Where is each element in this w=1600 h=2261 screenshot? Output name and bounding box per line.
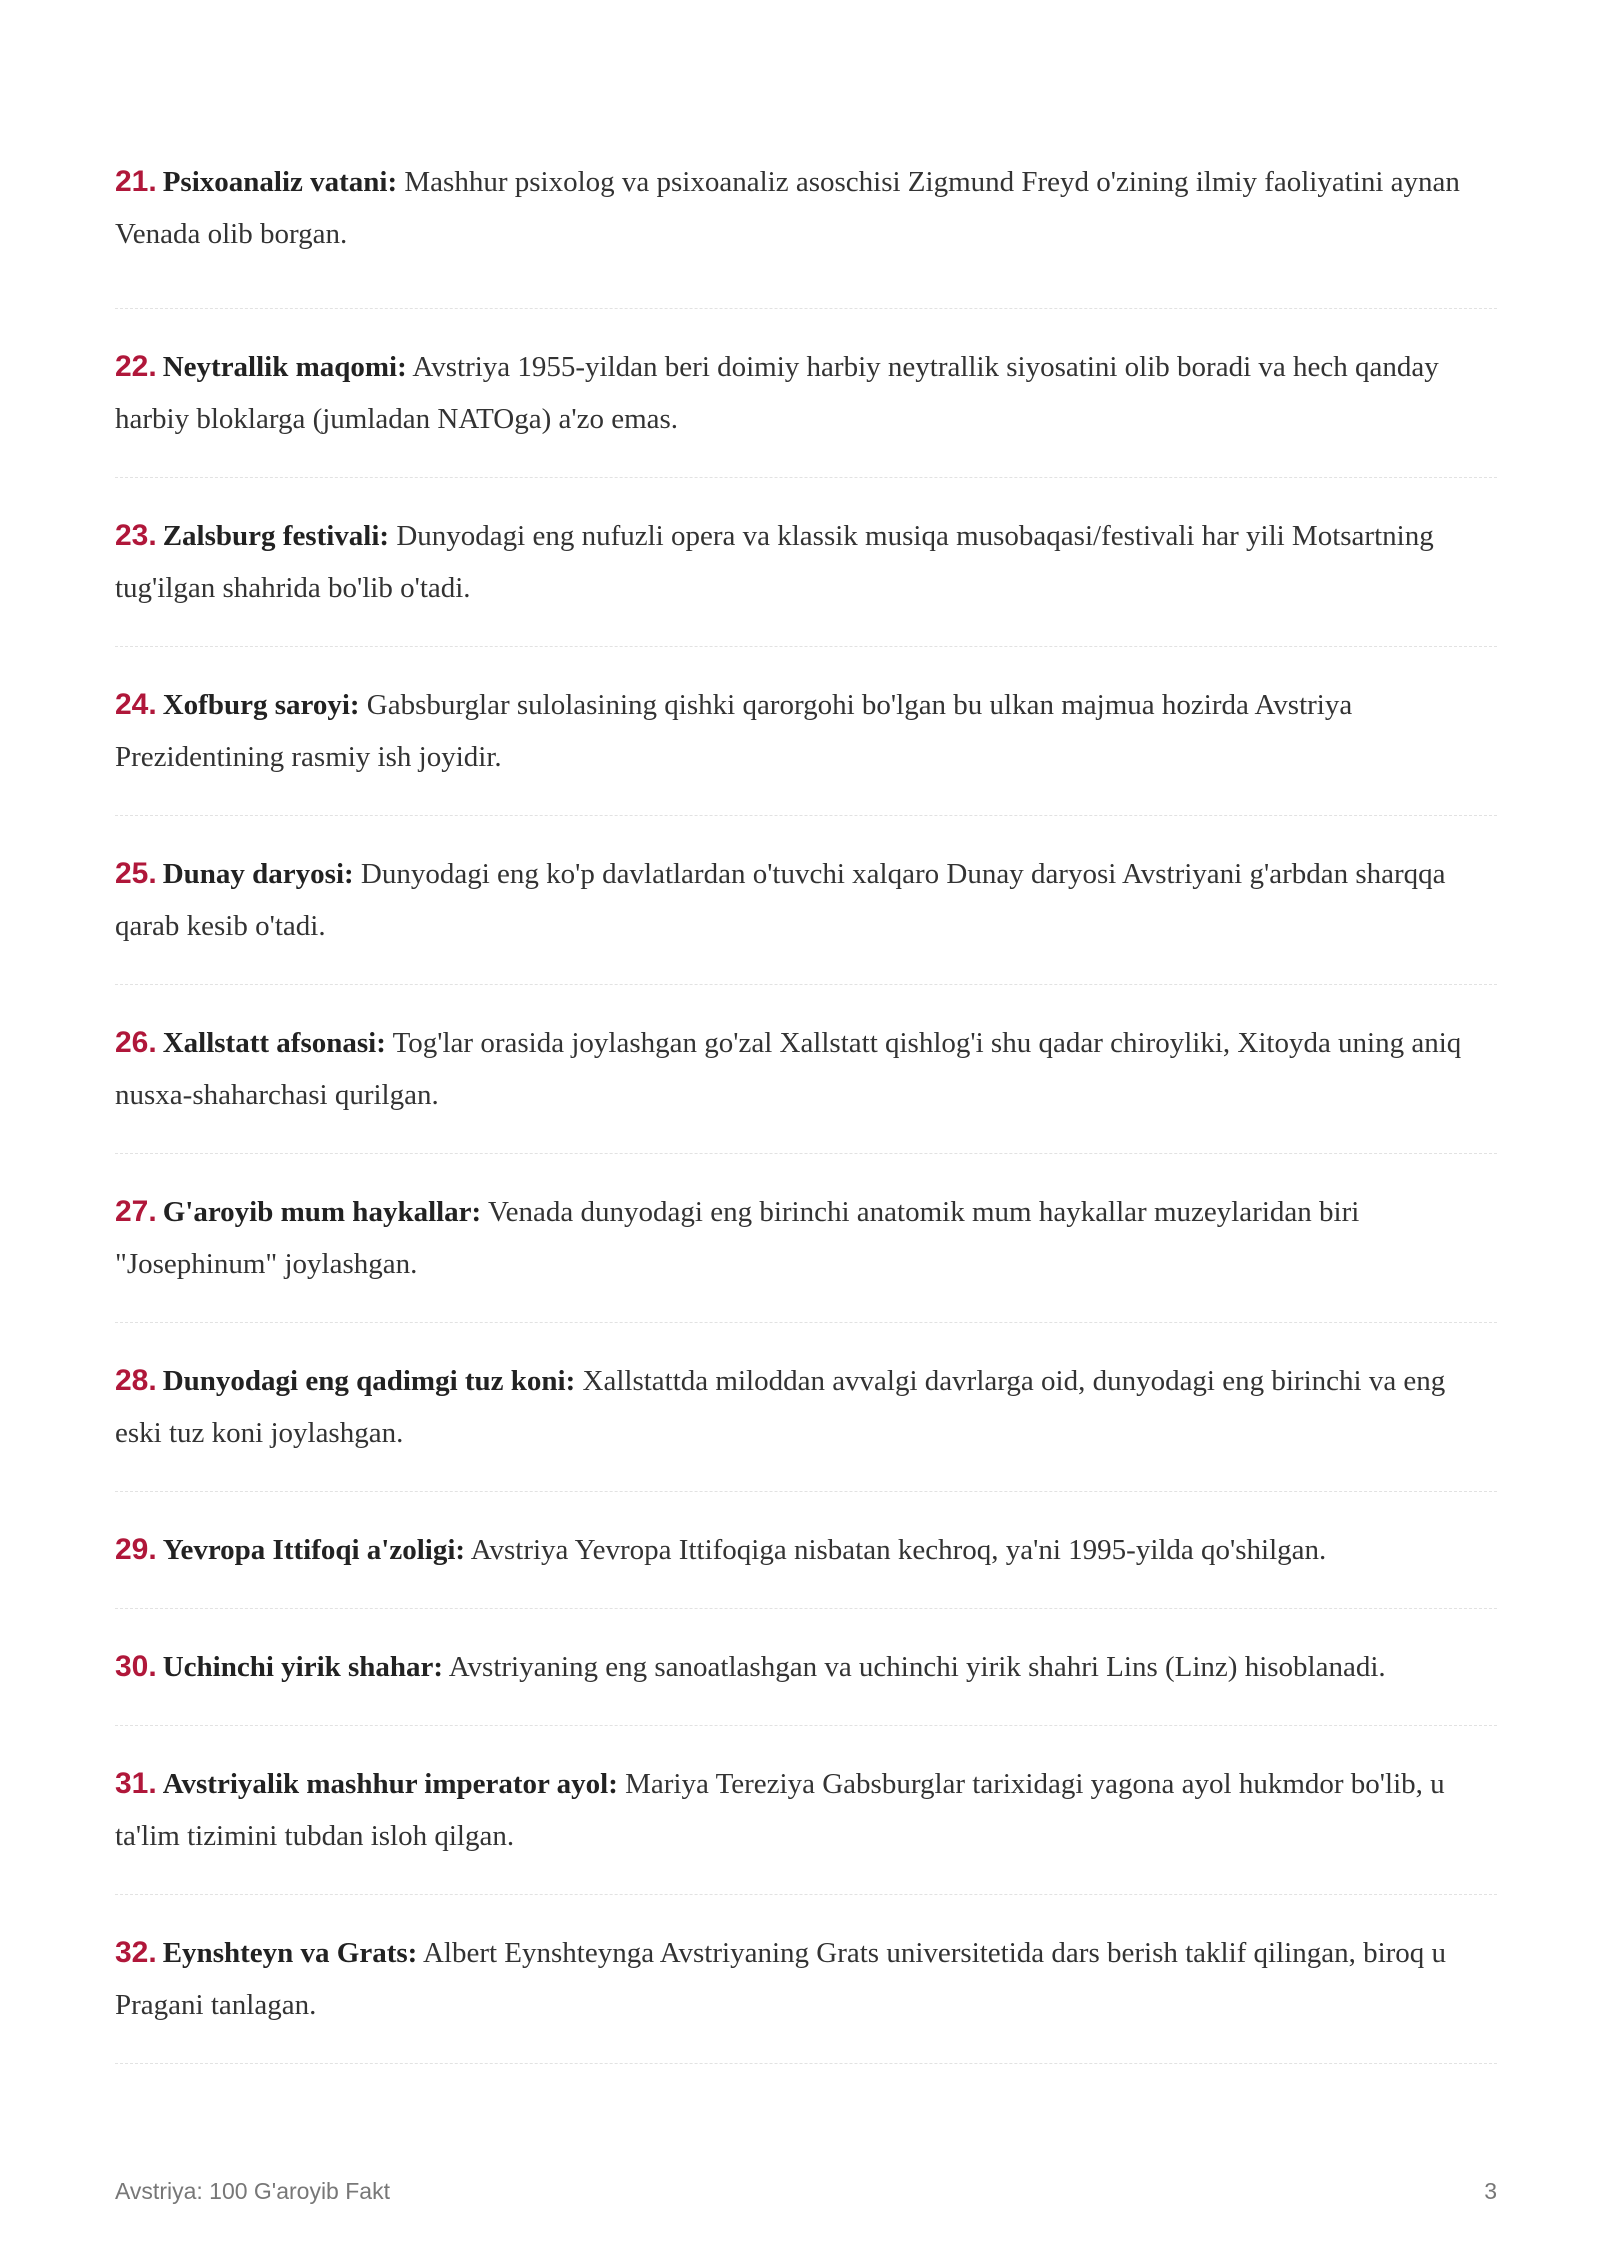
- fact-paragraph: [115, 1641, 1497, 1693]
- fact-title: Dunay daryosi:: [162, 858, 354, 890]
- fact-item: [115, 478, 1497, 647]
- fact-item: [115, 1726, 1497, 1895]
- fact-number: 32.: [115, 1936, 157, 1969]
- fact-title: Psixoanaliz vatani:: [162, 166, 398, 198]
- fact-paragraph: [115, 1355, 1497, 1459]
- fact-number: 31.: [115, 1767, 157, 1800]
- fact-title: Zalsburg festivali:: [162, 520, 390, 552]
- fact-text: Gabsburglar sulolasining qishki qarorgohi bo'lgan bu ulkan majmua hozirda Avstriya Prezidentining rasmiy ish joyidir.: [115, 689, 1353, 773]
- fact-number: 24.: [115, 688, 157, 721]
- fact-text: Avstriya 1955-yildan beri doimiy harbiy neytrallik siyosatini olib boradi va hech qanday harbiy bloklarga (jumladan NATOga) a'zo emas.: [115, 351, 1439, 435]
- fact-paragraph: [115, 1186, 1497, 1290]
- fact-text: Dunyodagi eng nufuzli opera va klassik musiqa musobaqasi/festivali har yili Motsartning tug'ilgan shahrida bo'lib o'tadi.: [115, 520, 1434, 604]
- fact-list: [115, 140, 1497, 2064]
- fact-title: Yevropa Ittifoqi a'zoligi:: [162, 1534, 466, 1566]
- fact-text: Xallstattda miloddan avvalgi davrlarga oid, dunyodagi eng birinchi va eng eski tuz koni joylashgan.: [115, 1365, 1446, 1449]
- fact-text: Venada dunyodagi eng birinchi anatomik mum haykallar muzeylaridan biri "Josephinum" joylashgan.: [115, 1196, 1360, 1280]
- fact-paragraph: [115, 1524, 1497, 1576]
- fact-title: G'aroyib mum haykallar:: [162, 1196, 482, 1228]
- fact-title: Uchinchi yirik shahar:: [162, 1651, 444, 1683]
- fact-item: [115, 140, 1497, 309]
- fact-number: 29.: [115, 1533, 157, 1566]
- fact-text: Avstriyaning eng sanoatlashgan va uchinchi yirik shahri Lins (Linz) hisoblanadi.: [443, 1651, 1386, 1683]
- fact-number: 22.: [115, 350, 157, 383]
- fact-paragraph: [115, 1927, 1497, 2031]
- fact-item: [115, 985, 1497, 1154]
- fact-title: Eynshteyn va Grats:: [162, 1937, 418, 1969]
- fact-title: Neytrallik maqomi:: [162, 351, 407, 383]
- fact-number: 28.: [115, 1364, 157, 1397]
- fact-paragraph: [115, 341, 1497, 445]
- fact-item: [115, 1895, 1497, 2064]
- fact-text: Avstriya Yevropa Ittifoqiga nisbatan kechroq, ya'ni 1995-yilda qo'shilgan.: [465, 1534, 1327, 1566]
- fact-item: [115, 1323, 1497, 1492]
- fact-number: 23.: [115, 519, 157, 552]
- fact-paragraph: [115, 679, 1497, 783]
- fact-title: Avstriyalik mashhur imperator ayol:: [162, 1768, 618, 1800]
- fact-number: 30.: [115, 1650, 157, 1683]
- fact-number: 21.: [115, 165, 157, 198]
- footer-page-number: 3: [1484, 2178, 1497, 2204]
- fact-item: [115, 647, 1497, 816]
- fact-number: 27.: [115, 1195, 157, 1228]
- fact-text: Dunyodagi eng ko'p davlatlardan o'tuvchi xalqaro Dunay daryosi Avstriyani g'arbdan sharqqa qarab kesib o'tadi.: [115, 858, 1446, 942]
- fact-text: Mashhur psixolog va psixoanaliz asoschisi Zigmund Freyd o'zining ilmiy faoliyatini aynan Venada olib borgan.: [115, 166, 1460, 250]
- fact-item: [115, 309, 1497, 478]
- fact-paragraph: [115, 156, 1497, 260]
- fact-text: Albert Eynshteynga Avstriyaning Grats universitetida dars berish taklif qilingan, biroq u Pragani tanlagan.: [115, 1937, 1447, 2021]
- fact-number: 26.: [115, 1026, 157, 1059]
- fact-item: [115, 1154, 1497, 1323]
- fact-title: Xallstatt afsonasi:: [162, 1027, 386, 1059]
- fact-title: Xofburg saroyi:: [162, 689, 360, 721]
- footer-document-title: Avstriya: 100 G'aroyib Fakt: [115, 2178, 390, 2204]
- fact-item: [115, 816, 1497, 985]
- fact-text: Mariya Tereziya Gabsburglar tarixidagi yagona ayol hukmdor bo'lib, u ta'lim tizimini tubdan isloh qilgan.: [115, 1768, 1445, 1852]
- fact-title: Dunyodagi eng qadimgi tuz koni:: [162, 1365, 576, 1397]
- fact-item: [115, 1609, 1497, 1726]
- fact-paragraph: [115, 848, 1497, 952]
- fact-number: 25.: [115, 857, 157, 890]
- fact-item: [115, 1492, 1497, 1609]
- fact-paragraph: [115, 510, 1497, 614]
- fact-paragraph: [115, 1017, 1497, 1121]
- fact-text: Tog'lar orasida joylashgan go'zal Xallstatt qishlog'i shu qadar chiroyliki, Xitoyda uning aniq nusxa-shaharchasi qurilgan.: [115, 1027, 1462, 1111]
- fact-paragraph: [115, 1758, 1497, 1862]
